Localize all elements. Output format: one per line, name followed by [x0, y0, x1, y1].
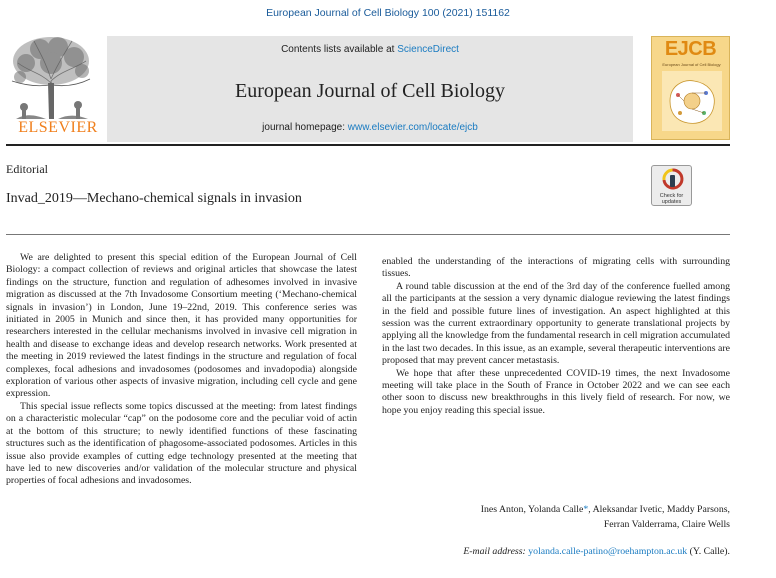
author-line-1: [382, 503, 730, 518]
check-for-updates-icon: [652, 166, 693, 194]
article-title: Invad_2019—Mechano-chemical signals in invasion: [6, 191, 302, 206]
email-suffix: (Y. Calle).: [687, 546, 730, 557]
corresponding-author-star[interactable]: *: [583, 504, 589, 515]
paragraph: This special issue reflects some topics discussed at the meeting: from latest findings on a characteristic molecular “cap” on the podosome core and the peculiar void of actin at the bottom of this structure; to newly identified functions of these fascinating structures such as the identification of phagosome-associated podosomes. Articles in this issue also provide examples of cutting edge technology presented at the meeting that have led to new discoveries and/or validation of the molecular structure and physical properties of focal adhesions and invadosomes.: [6, 400, 357, 487]
cover-subtitle: European Journal of Cell Biology: [662, 62, 721, 67]
publisher-name: ELSEVIER: [18, 119, 98, 136]
paragraph: We hope that after these unprecedented COVID-19 times, the next Invadosome meeting will take place in the South of France in October 2022 and we can see each other soon to discuss new breakthroughs in this lively field of research. For now, we hope you enjoy reading this special issue.: [382, 367, 730, 416]
author-list: [382, 503, 730, 532]
badge-line-2: updates: [661, 199, 682, 205]
email-label: E-mail address:: [463, 546, 526, 557]
cell-diagram-icon: [662, 71, 722, 131]
masthead: [0, 27, 776, 142]
homepage-line: [107, 122, 633, 133]
check-for-updates-badge[interactable]: [651, 165, 692, 206]
email-link[interactable]: yolanda.calle-patino@roehampton.ac.uk: [528, 546, 688, 557]
journal-homepage-link[interactable]: www.elsevier.com/locate/ejcb: [347, 122, 478, 133]
paragraph: We are delighted to present this special edition of the European Journal of Cell Biology: a compact collection of reviews and original articles that showcase the latest findings on the structure, function and regulation of adhesomes involved in invasive migration as discussed at the 7th Invadosome Consortium meeting (‘Mechano-chemical signals in invasion’) in London, June 19–22nd, 2019. This conference series was initiated in 2005 in Munich and since then, it has provided many opportunities for researchers interested in the cellular mechanisms involved in invasive cell migration in health and disease to exchange ideas and develop research networks. Work presented at the meeting in 2019 reviewed the latest findings in the structure and regulation of focal complexes, focal adhesions and invadosomes (podosomes and invadopodia) alongside exploration of various other aspects of invasive migration, including cell cycle and gene expression.: [6, 252, 357, 400]
publisher-logo[interactable]: [6, 33, 96, 139]
cover-title: EJCB: [664, 38, 717, 60]
journal-citation[interactable]: European Journal of Cell Biology 100 (2021) 151162: [266, 7, 510, 19]
body-column-right: [382, 256, 730, 417]
journal-info-box: [107, 36, 633, 142]
check-for-updates-label: [652, 193, 691, 205]
author-line-2: Ferran Valderrama, Claire Wells: [603, 518, 730, 530]
journal-cover[interactable]: [651, 36, 730, 140]
paragraph: A round table discussion at the end of the 3rd day of the conference fuelled among all the participants at the session a very dynamic dialogue reviewing the latest findings in the field and possible future lines of investigation. An aspect highlighted at this session was the current extraordinary opportunity to generate translational projects by applying all the knowledge from the fundamental research in cell migration accumulated in the last two decades. In this issue, as an example, several therapeutic interventions are proposed that may prevent cancer metastasis.: [382, 280, 730, 367]
article-type: Editorial: [6, 162, 48, 176]
elsevier-tree-icon: [6, 33, 96, 123]
authors-after-star: , Aleksandar Ivetic, Maddy Parsons,: [588, 504, 730, 515]
homepage-prefix: journal homepage:: [262, 122, 348, 133]
contents-line: [107, 44, 633, 55]
sciencedirect-link[interactable]: ScienceDirect: [397, 44, 459, 55]
masthead-rule: [6, 144, 730, 146]
title-rule: [6, 234, 730, 235]
paragraph: enabled the understanding of the interactions of migrating cells with surrounding tissues.: [382, 256, 730, 280]
email-line: [382, 546, 730, 557]
badge-line-1: Check for: [659, 193, 684, 199]
authors-before-star: Ines Anton, Yolanda Calle: [480, 504, 584, 515]
journal-title: European Journal of Cell Biology: [235, 80, 505, 102]
body-column-left: [6, 252, 357, 488]
contents-prefix: Contents lists available at: [281, 44, 398, 55]
